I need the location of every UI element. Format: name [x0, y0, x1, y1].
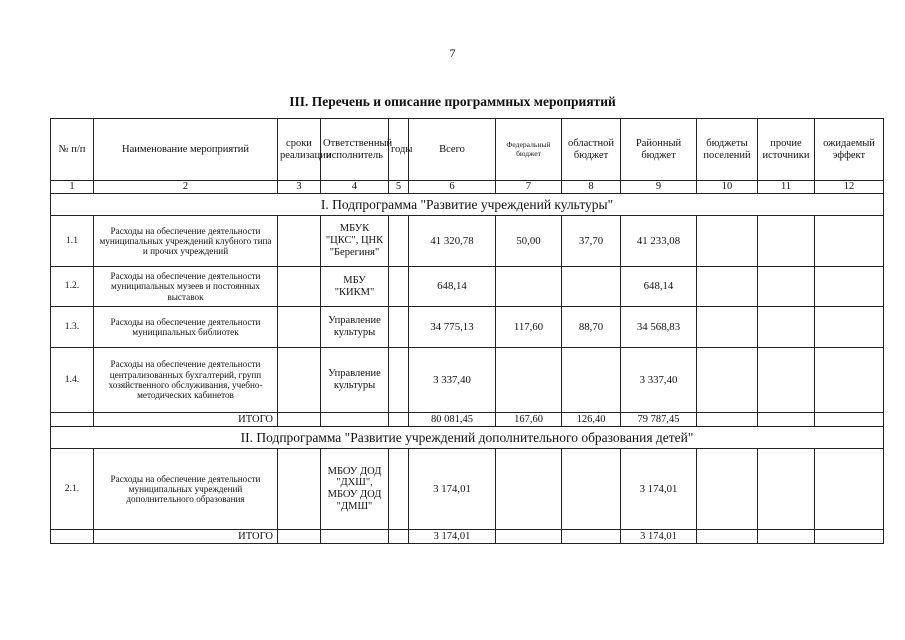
empty-cell: [321, 413, 389, 427]
row-num: 1.1: [51, 216, 94, 267]
row-executor: Управление культуры: [321, 348, 389, 413]
column-number: 6: [409, 181, 496, 194]
row-expected-effect: [815, 307, 884, 348]
row-terms: [278, 216, 321, 267]
row-executor: МБОУ ДОД "ДХШ", МБОУ ДОД "ДМШ": [321, 449, 389, 530]
row-federal: [496, 348, 562, 413]
empty-cell: [321, 530, 389, 544]
empty-cell: [758, 413, 815, 427]
subprogram-1-title: I. Подпрограмма "Развитие учреждений культуры": [51, 194, 884, 216]
header-row: [51, 119, 884, 181]
row-name: Расходы на обеспечение деятельности муниципальных музеев и постоянных выставок: [94, 267, 278, 307]
row-expected-effect: [815, 267, 884, 307]
row-num: 1.4.: [51, 348, 94, 413]
header-federal: Федеральный бюджет: [496, 119, 562, 181]
total-federal: [496, 530, 562, 544]
row-district: 648,14: [621, 267, 697, 307]
row-settlements: [697, 449, 758, 530]
subprogram-1-title-row: [51, 194, 884, 216]
row-executor: МБУ "КИКМ": [321, 267, 389, 307]
row-expected-effect: [815, 348, 884, 413]
row-executor: Управление культуры: [321, 307, 389, 348]
row-total: 648,14: [409, 267, 496, 307]
row-district: 41 233,08: [621, 216, 697, 267]
column-number: 2: [94, 181, 278, 194]
row-terms: [278, 267, 321, 307]
total-district: 3 174,01: [621, 530, 697, 544]
column-number-row: [51, 181, 884, 194]
column-number: 8: [562, 181, 621, 194]
total-district: 79 787,45: [621, 413, 697, 427]
row-executor: МБУК "ЦКС", ЦНК "Берегиня": [321, 216, 389, 267]
header-terms: сроки реализации: [278, 119, 321, 181]
row-years: [389, 449, 409, 530]
row-terms: [278, 449, 321, 530]
row-years: [389, 267, 409, 307]
empty-cell: [389, 413, 409, 427]
row-district: 34 568,83: [621, 307, 697, 348]
empty-cell: [51, 413, 94, 427]
subprogram-2-total-row: [51, 530, 884, 544]
empty-cell: [389, 530, 409, 544]
row-regional: 88,70: [562, 307, 621, 348]
empty-cell: [51, 530, 94, 544]
total-federal: 167,60: [496, 413, 562, 427]
total-regional: 126,40: [562, 413, 621, 427]
row-years: [389, 307, 409, 348]
column-number: 12: [815, 181, 884, 194]
header-num: № п/п: [51, 119, 94, 181]
column-number: 3: [278, 181, 321, 194]
row-settlements: [697, 267, 758, 307]
column-number: 5: [389, 181, 409, 194]
column-number: 7: [496, 181, 562, 194]
row-num: 1.3.: [51, 307, 94, 348]
row-terms: [278, 348, 321, 413]
total-sum: 80 081,45: [409, 413, 496, 427]
empty-cell: [758, 530, 815, 544]
empty-cell: [815, 530, 884, 544]
row-name: Расходы на обеспечение деятельности муниципальных библиотек: [94, 307, 278, 348]
row-total: 3 174,01: [409, 449, 496, 530]
row-settlements: [697, 307, 758, 348]
subprogram-2-title-row: [51, 427, 884, 449]
program-activities-table: [50, 118, 884, 544]
row-total: 41 320,78: [409, 216, 496, 267]
row-regional: [562, 267, 621, 307]
row-regional: [562, 449, 621, 530]
row-federal: [496, 267, 562, 307]
column-number: 11: [758, 181, 815, 194]
total-label: ИТОГО: [94, 530, 278, 544]
row-name: Расходы на обеспечение деятельности централизованных бухгалтерий, групп хозяйственного обслуживания, учебно-методических кабинетов: [94, 348, 278, 413]
row-regional: 37,70: [562, 216, 621, 267]
subprogram-1-total-row: [51, 413, 884, 427]
header-district: Районный бюджет: [621, 119, 697, 181]
empty-cell: [278, 530, 321, 544]
row-federal: 50,00: [496, 216, 562, 267]
empty-cell: [697, 413, 758, 427]
row-terms: [278, 307, 321, 348]
row-district: 3 174,01: [621, 449, 697, 530]
row-years: [389, 348, 409, 413]
table-row: [51, 307, 884, 348]
header-expected-effect: ожидаемый эффект: [815, 119, 884, 181]
row-federal: 117,60: [496, 307, 562, 348]
empty-cell: [278, 413, 321, 427]
row-name: Расходы на обеспечение деятельности муниципальных учреждений дополнительного образования: [94, 449, 278, 530]
table-row: [51, 267, 884, 307]
row-expected-effect: [815, 449, 884, 530]
empty-cell: [697, 530, 758, 544]
total-sum: 3 174,01: [409, 530, 496, 544]
row-other-sources: [758, 216, 815, 267]
header-years: годы: [389, 119, 409, 181]
header-executor: Ответственный исполнитель: [321, 119, 389, 181]
row-total: 34 775,13: [409, 307, 496, 348]
row-other-sources: [758, 449, 815, 530]
row-regional: [562, 348, 621, 413]
row-other-sources: [758, 348, 815, 413]
column-number: 9: [621, 181, 697, 194]
row-federal: [496, 449, 562, 530]
header-name: Наименование мероприятий: [94, 119, 278, 181]
column-number: 4: [321, 181, 389, 194]
row-years: [389, 216, 409, 267]
row-name: Расходы на обеспечение деятельности муниципальных учреждений клубного типа и прочих учреждений: [94, 216, 278, 267]
section-title: III. Перечень и описание программных мероприятий: [289, 94, 616, 109]
table-row: [51, 216, 884, 267]
row-expected-effect: [815, 216, 884, 267]
table-row: [51, 348, 884, 413]
page-number: 7: [449, 46, 456, 60]
row-other-sources: [758, 307, 815, 348]
subprogram-2-title: II. Подпрограмма "Развитие учреждений дополнительного образования детей": [51, 427, 884, 449]
header-settlements: бюджеты поселений: [697, 119, 758, 181]
row-settlements: [697, 348, 758, 413]
empty-cell: [815, 413, 884, 427]
row-district: 3 337,40: [621, 348, 697, 413]
header-total: Всего: [409, 119, 496, 181]
total-label: ИТОГО: [94, 413, 278, 427]
table-row: [51, 449, 884, 530]
total-regional: [562, 530, 621, 544]
row-settlements: [697, 216, 758, 267]
row-num: 1.2.: [51, 267, 94, 307]
header-other-sources: прочие источники: [758, 119, 815, 181]
column-number: 10: [697, 181, 758, 194]
column-number: 1: [51, 181, 94, 194]
row-total: 3 337,40: [409, 348, 496, 413]
row-num: 2.1.: [51, 449, 94, 530]
header-regional: областной бюджет: [562, 119, 621, 181]
row-other-sources: [758, 267, 815, 307]
